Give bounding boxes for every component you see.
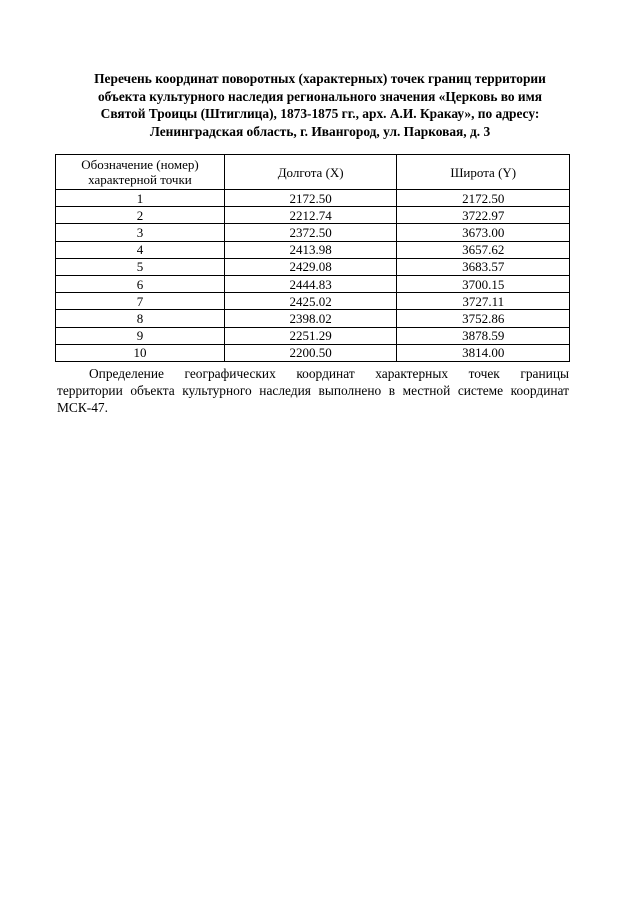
- note-line-1: Определение географических координат характерных точек границы: [89, 366, 569, 381]
- table-row: [56, 241, 570, 258]
- longitude-cell: 2212.74: [224, 207, 397, 224]
- latitude-header: Широта (Y): [397, 155, 570, 190]
- latitude-cell: 3722.97: [397, 207, 570, 224]
- point-number-cell: 8: [56, 310, 225, 327]
- latitude-cell: 3752.86: [397, 310, 570, 327]
- coordinates-table: [55, 154, 570, 362]
- point-header-line-2: характерной точки: [88, 172, 192, 187]
- title-line-1: Перечень координат поворотных (характерных) точек границ территории: [94, 71, 546, 86]
- coordinate-system-note: [57, 365, 569, 416]
- point-number-cell: 5: [56, 258, 225, 275]
- table-header-row: [56, 155, 570, 190]
- point-header-line-1: Обозначение (номер): [81, 157, 199, 172]
- longitude-cell: 2398.02: [224, 310, 397, 327]
- table-row: [56, 207, 570, 224]
- latitude-cell: 3700.15: [397, 275, 570, 292]
- point-number-cell: 10: [56, 344, 225, 361]
- point-number-cell: 2: [56, 207, 225, 224]
- table-row: [56, 293, 570, 310]
- table-row: [56, 275, 570, 292]
- table-row: [56, 310, 570, 327]
- latitude-cell: 2172.50: [397, 190, 570, 207]
- table-row: [56, 327, 570, 344]
- point-number-cell: 9: [56, 327, 225, 344]
- latitude-cell: 3683.57: [397, 258, 570, 275]
- table-row: [56, 344, 570, 361]
- title-line-2: объекта культурного наследия регионального значения «Церковь во имя: [97, 88, 543, 104]
- longitude-cell: 2413.98: [224, 241, 397, 258]
- point-number-cell: 4: [56, 241, 225, 258]
- document-title: [70, 70, 570, 140]
- point-number-cell: 1: [56, 190, 225, 207]
- longitude-cell: 2444.83: [224, 275, 397, 292]
- longitude-header: Долгота (X): [224, 155, 397, 190]
- table-row: [56, 190, 570, 207]
- latitude-cell: 3878.59: [397, 327, 570, 344]
- point-number-cell: 7: [56, 293, 225, 310]
- latitude-cell: 3657.62: [397, 241, 570, 258]
- longitude-cell: 2251.29: [224, 327, 397, 344]
- table-row: [56, 224, 570, 241]
- latitude-cell: 3727.11: [397, 293, 570, 310]
- title-line-3: Святой Троицы (Штиглица), 1873-1875 гг., арх. А.И. Кракау», по адресу:: [100, 106, 540, 121]
- longitude-cell: 2372.50: [224, 224, 397, 241]
- latitude-cell: 3673.00: [397, 224, 570, 241]
- note-line-2: территории объекта культурного наследия выполнено в местной системе координат: [57, 383, 569, 398]
- point-number-header: [56, 155, 225, 190]
- point-number-cell: 3: [56, 224, 225, 241]
- point-number-cell: 6: [56, 275, 225, 292]
- longitude-cell: 2172.50: [224, 190, 397, 207]
- longitude-cell: 2429.08: [224, 258, 397, 275]
- longitude-cell: 2425.02: [224, 293, 397, 310]
- note-line-3: МСК-47.: [57, 400, 108, 415]
- table-row: [56, 258, 570, 275]
- title-line-4: Ленинградская область, г. Ивангород, ул. Парковая, д. 3: [149, 123, 491, 139]
- latitude-cell: 3814.00: [397, 344, 570, 361]
- longitude-cell: 2200.50: [224, 344, 397, 361]
